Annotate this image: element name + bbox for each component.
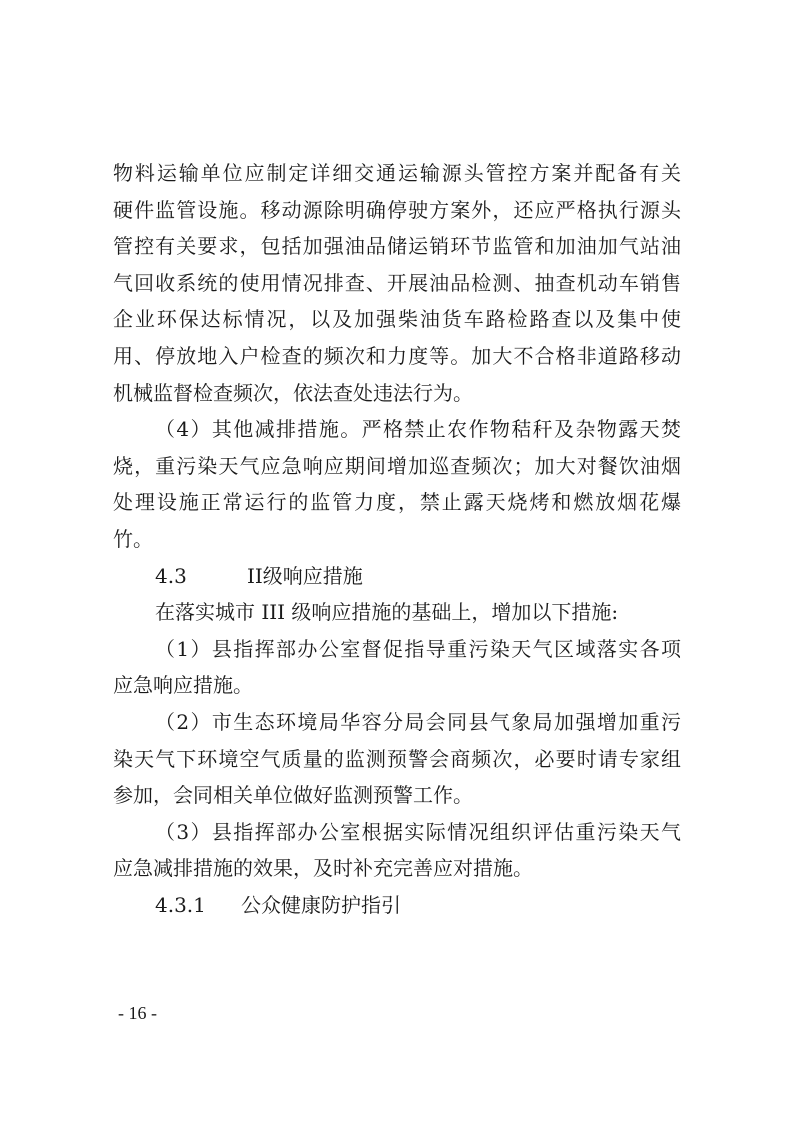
- page-number: - 16 -: [118, 1003, 157, 1023]
- text-line: 处理设施正常运行的监管力度，禁止露天烧烤和燃放烟花爆: [113, 490, 681, 515]
- text-line: 机械监督检查频次，依法查处违法行为。: [113, 380, 473, 405]
- document-body: [113, 155, 681, 923]
- text-line: 气回收系统的使用情况排查、开展油品检测、抽查机动车销售: [113, 270, 681, 295]
- text-line: （2）市生态环境局华容分局会同县气象局加强增加重污: [155, 709, 681, 734]
- text-line: 硬件监管设施。移动源除明确停驶方案外，还应严格执行源头: [113, 197, 681, 222]
- text-line: 染天气下环境空气质量的监测预警会商频次，必要时请专家组: [113, 746, 681, 771]
- text-line: 管控有关要求，包括加强油品储运销环节监管和加油加气站油: [113, 234, 681, 259]
- text-line: 竹。: [113, 526, 153, 551]
- text-line: （4）其他减排措施。严格禁止农作物秸秆及杂物露天焚: [155, 417, 681, 442]
- section-title: II级响应措施: [247, 563, 363, 588]
- intro-line: 在落实城市 III 级响应措施的基础上，增加以下措施:: [155, 600, 619, 625]
- text-line: 参加，会同相关单位做好监测预警工作。: [113, 783, 473, 808]
- text-line: 用、停放地入户检查的频次和力度等。加大不合格非道路移动: [113, 343, 681, 368]
- paragraph-other-measures: [113, 411, 681, 557]
- text-line: 应急减排措施的效果，及时补充完善应对措施。: [113, 856, 533, 881]
- text-line: （3）县指挥部办公室根据实际情况组织评估重污染天气: [155, 819, 681, 844]
- text-line: 物料运输单位应制定详细交通运输源头管控方案并配备有关: [113, 161, 681, 185]
- paragraph-transport-control: [113, 155, 681, 411]
- section-heading-4-3: [113, 558, 681, 595]
- paragraph-measure-2: [113, 704, 681, 814]
- text-line: 应急响应措施。: [113, 673, 253, 698]
- text-line: 烧，重污染天气应急响应期间增加巡查频次；加大对餐饮油烟: [113, 453, 681, 478]
- section-number: 4.3: [155, 563, 187, 588]
- section-heading-4-3-1: [113, 887, 681, 924]
- paragraph-measure-1: [113, 631, 681, 704]
- section-title: 公众健康防护指引: [241, 892, 401, 917]
- section-number: 4.3.1: [155, 892, 206, 917]
- paragraph-measure-3: [113, 814, 681, 887]
- text-line: 企业环保达标情况，以及加强柴油货车路检路查以及集中使: [113, 307, 681, 332]
- text-line: （1）县指挥部办公室督促指导重污染天气区域落实各项: [155, 636, 681, 661]
